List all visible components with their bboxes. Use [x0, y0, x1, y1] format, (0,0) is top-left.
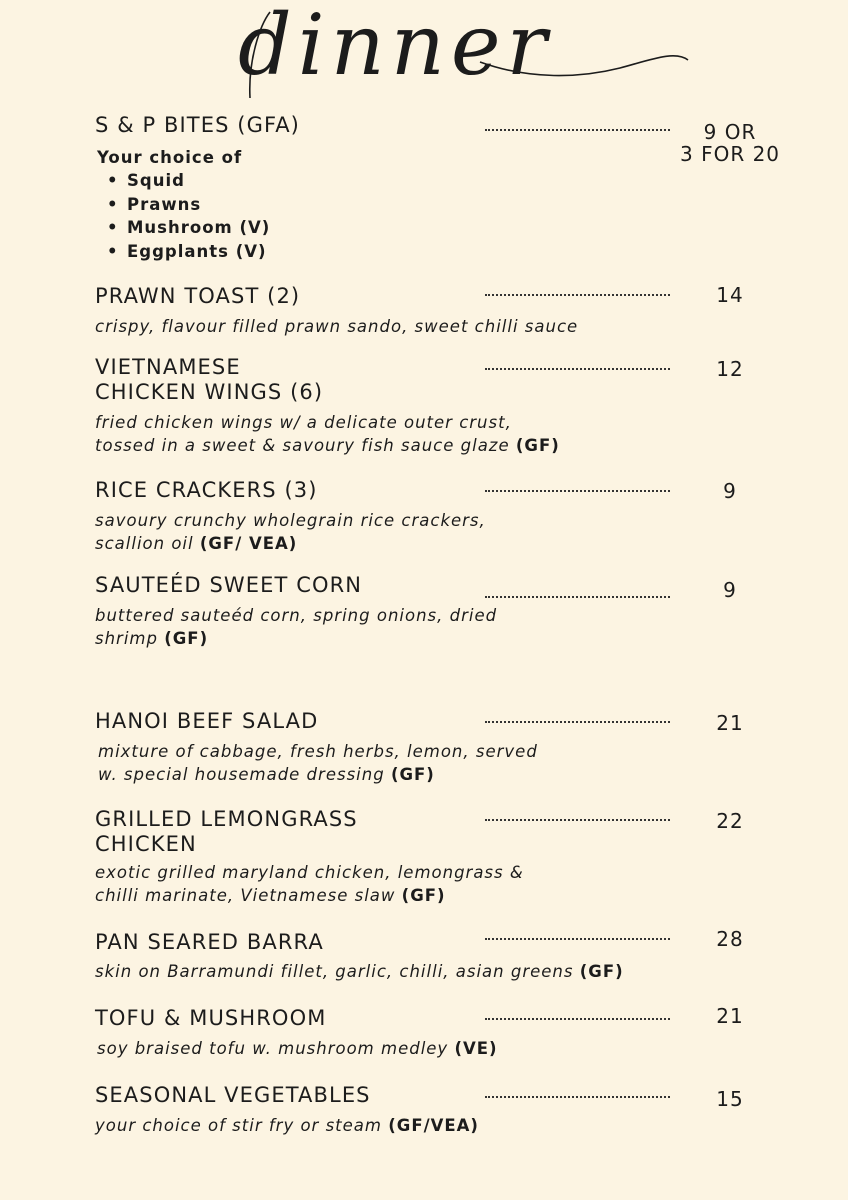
item-name: TOFU & MUSHROOM [95, 1006, 327, 1030]
dietary-tag: (VE) [454, 1039, 498, 1058]
dot-leader [485, 368, 670, 370]
menu-item-chicken-wings [95, 355, 795, 457]
choice-label: Your choice of [97, 148, 243, 167]
dot-leader [485, 938, 670, 940]
page-title: dinner [238, 0, 553, 94]
menu-item-barra [95, 927, 795, 983]
dietary-tag: (GF) [579, 962, 624, 981]
item-price: 21 [716, 1004, 744, 1028]
item-description: skin on Barramundi fillet, garlic, chilli, asian greens (GF) [95, 962, 624, 981]
item-description: soy braised tofu w. mushroom medley (VE) [97, 1039, 498, 1058]
dot-leader [485, 1018, 670, 1020]
dietary-tag: (GF/VEA) [388, 1116, 479, 1135]
menu-item-tofu-mushroom [95, 1006, 795, 1060]
options-list [95, 169, 795, 263]
item-description: mixture of cabbage, fresh herbs, lemon, served w. special housemade dressing (GF) [98, 742, 538, 784]
price-line: 9 OR [703, 120, 757, 144]
item-price: 12 [716, 357, 744, 381]
dot-leader [485, 1096, 670, 1098]
dot-leader [485, 596, 670, 598]
item-name: S & P BITES (GFA) [95, 113, 300, 137]
dot-leader [485, 129, 670, 131]
option-item: • Squid [127, 169, 795, 193]
item-description: exotic grilled maryland chicken, lemongrass & chilli marinate, Vietnamese slaw (GF) [95, 863, 524, 905]
menu-item-lemongrass-chicken [95, 807, 795, 907]
menu-title-area [230, 0, 700, 110]
item-name: RICE CRACKERS (3) [95, 478, 318, 502]
item-price [655, 121, 805, 165]
dietary-tag: (GF) [515, 436, 560, 455]
item-price: 28 [716, 927, 744, 951]
item-price: 22 [716, 809, 744, 833]
dietary-tag: (GF) [390, 765, 435, 784]
dot-leader [485, 721, 670, 723]
item-price: 9 [723, 578, 737, 602]
menu-item-rice-crackers [95, 478, 795, 555]
item-description: buttered sauteéd corn, spring onions, dried shrimp (GF) [95, 606, 498, 648]
item-price: 14 [716, 283, 744, 307]
menu-item-beef-salad [95, 709, 795, 786]
item-name: PRAWN TOAST (2) [95, 284, 301, 308]
item-name: SEASONAL VEGETABLES [95, 1083, 371, 1107]
option-item: • Mushroom (V) [127, 216, 795, 240]
item-name: VIETNAMESE CHICKEN WINGS (6) [95, 355, 324, 404]
item-price: 21 [716, 711, 744, 735]
item-price: 15 [716, 1087, 744, 1111]
item-name: HANOI BEEF SALAD [95, 709, 319, 733]
menu-item-sp-bites [95, 113, 795, 263]
item-description: crispy, flavour filled prawn sando, sweet chilli sauce [95, 317, 579, 336]
item-name: PAN SEARED BARRA [95, 930, 324, 954]
price-line: 3 FOR 20 [679, 142, 781, 166]
menu-item-sweet-corn [95, 573, 795, 650]
dietary-tag: (GF/ VEA) [199, 534, 298, 553]
dietary-tag: (GF) [164, 629, 209, 648]
item-description: your choice of stir fry or steam (GF/VEA) [95, 1116, 479, 1135]
option-item: • Prawns [127, 193, 795, 217]
option-item: • Eggplants (V) [127, 240, 795, 264]
item-name: SAUTEÉD SWEET CORN [95, 573, 363, 597]
dot-leader [485, 294, 670, 296]
menu-item-prawn-toast [95, 284, 795, 338]
dot-leader [485, 819, 670, 821]
item-price: 9 [723, 479, 737, 503]
item-description: fried chicken wings w/ a delicate outer crust, tossed in a sweet & savoury fish sauce glaze (GF) [95, 413, 560, 455]
menu-item-seasonal-vegetables [95, 1083, 795, 1137]
dot-leader [485, 490, 670, 492]
dietary-tag: (GF) [401, 886, 446, 905]
item-name: GRILLED LEMONGRASS CHICKEN [95, 807, 358, 856]
item-description: savoury crunchy wholegrain rice crackers, scallion oil (GF/ VEA) [95, 511, 486, 553]
